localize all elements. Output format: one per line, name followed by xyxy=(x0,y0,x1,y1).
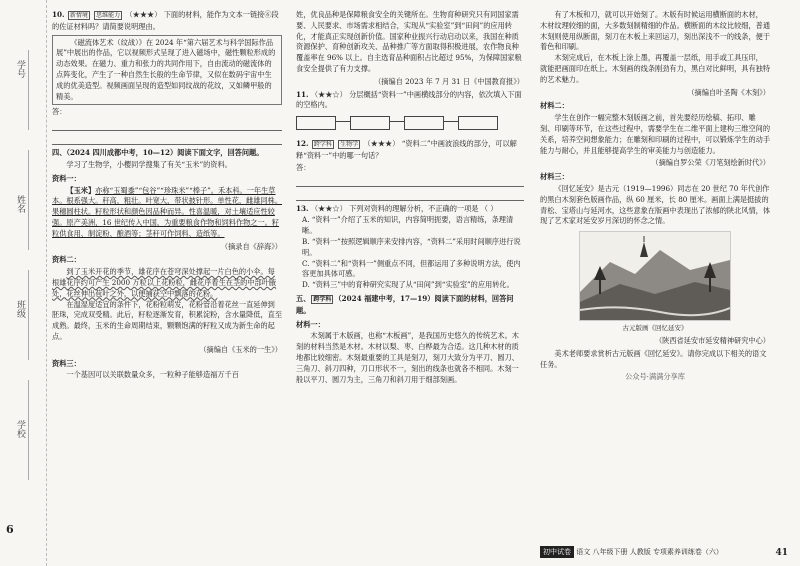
image-source: （陕西省延安市延安精神研究中心） xyxy=(654,335,770,345)
material-3-text: 一个基因可以关联数量众多，一粒种子能够造福万千百 xyxy=(66,370,239,380)
option-a[interactable]: A. “资料一”介绍了玉米的知识，内容简明扼要，语言精练，条理清晰。 xyxy=(302,215,514,236)
flow-box[interactable] xyxy=(404,116,444,130)
student-id-line xyxy=(28,50,29,130)
class-line xyxy=(28,270,29,360)
material-1-continued-2: 木刻完成后，在木板上涂上墨，再覆盖一层纸，用手或工具压印，就能把画面印在纸上。木刻画的线条刚劲有力，黑白对比鲜明，具有独特的艺术魅力。 xyxy=(540,53,771,84)
footer-subject: 语文 xyxy=(576,548,591,556)
name-line xyxy=(28,150,29,250)
answer-line[interactable] xyxy=(296,190,524,201)
section-4-title: 四、（2024 四川成都中考，10—12）阅读下面文字，回答问题。 xyxy=(52,148,264,158)
material-2-text: 学生在创作一幅完整木刻版画之前，首先要经历绘稿、拓印、雕刻、印刷等环节，在这些过程中，需要学生在二维平面上建构三维空间的关系，培养空间想象能力；在雕刻和印刷的过程中，可以锻炼学生的动手能力与耐心，并且能够提高学生的审美能力与创造能力。 xyxy=(540,113,771,155)
difficulty-stars: （★★☆） xyxy=(310,203,347,213)
material-1-source: （摘编自叶圣陶《木刻》） xyxy=(687,87,770,97)
question-tag: 跨学科 xyxy=(313,141,332,149)
section-5-material-1-text: 木刻属于木版画，也称“木板画”，是我国历史悠久的传统艺术。木刻的材料当然是木材。木材以梨、枣、白桦最为合适。这几种木材的质地都比较细密。木刻最重要的工具是刻刀，刻刀大致分为平刀、圆刀、三角刀、斜刀四种，刀口形状不一，刻出的线条也就各不相同。木刻一般以平刀、圆刀为主，三角刀和斜刀用于细部刻画。 xyxy=(296,331,519,384)
flow-connector xyxy=(390,121,404,122)
answer-label: 答： xyxy=(296,162,311,172)
watermark-text: 公众号·满满分享库 xyxy=(625,372,685,382)
material-2-source: （摘编自《玉米的一生》） xyxy=(199,344,282,354)
question-11: 11. （★★☆） 分层概括“资料一”中画横线部分的内容，依次填入下面的空格内。 xyxy=(296,89,522,110)
name-label: 姓名 xyxy=(15,195,25,213)
woodcut-artwork-image xyxy=(579,231,731,321)
question-text: 分层概括“资料一”中画横线部分的内容，依次填入下面的空格内。 xyxy=(296,89,522,110)
question-13: 13. （★★☆） 下列对资料的理解分析，不正确的一项是 （ ） xyxy=(296,203,498,213)
material-3-continued: 姓，优良品种是保障粮食安全的关键所在。生物育种研究只有同国家需要、人民要求、市场需求相结合，实现从“实验室”到“田间”的应用转化，才能真正实现创新价值。国家种业振兴行动启动以来，我国在种质资源保护、育种创新攻关、品种推广等方面取得积极进展，农作物良种覆盖率在 96% 以上。自主选育品种面积占比超过 95%，为保障国家粮食安全提供了有力支撑。 xyxy=(296,10,522,73)
column-3 xyxy=(540,10,770,385)
woodcut-illustration xyxy=(580,232,730,320)
option-d[interactable]: D. “资料三”中的育种研究实现了从“田间”到“实验室”的应用转化。 xyxy=(302,280,514,290)
fill-in-flowchart xyxy=(296,114,524,136)
page-mark: 6 xyxy=(6,523,14,536)
image-caption: 古元版画《回忆延安》 xyxy=(622,324,688,333)
flow-box[interactable] xyxy=(350,116,390,130)
question-text: 下列对资料的理解分析，不正确的一项是 xyxy=(349,203,479,213)
question-tag: 思维能力 xyxy=(96,12,121,19)
option-c[interactable]: C. “资料二”和“资料一”侧重点不同，但都运用了多种说明方法，使内容更加具体可感。 xyxy=(302,258,521,279)
material-3-source: （摘编自 2023 年 7 月 31 日《中国教育报》） xyxy=(374,76,524,86)
material-1-continued: 有了木板和刀，就可以开始刻了。木版有时候运用横断面的木材，木材纹理较细的面，大多数刻制精细的作品。横断面的木纹比较细，普通木刻则使用纵断面，刻刀在木板上来回运刀，刻出深浅不一的线条，便于着色和印刷。 xyxy=(540,10,771,52)
class-label: 班级 xyxy=(15,300,25,318)
answer-line[interactable] xyxy=(296,176,524,187)
footer-series: 初中试卷 xyxy=(540,546,574,558)
question-tag: 生物学 xyxy=(340,141,359,149)
section-4-intro: 学习了生物学，小樱同学搜集了有关“玉米”的资料。 xyxy=(66,159,232,169)
material-3-label: 资料三： xyxy=(52,358,81,368)
option-b[interactable]: B. “资料一”按照逻辑顺序来安排内容，“资料二”采用时间顺序进行说明。 xyxy=(302,236,521,257)
material-3-label: 材料三： xyxy=(540,172,569,182)
material-1-source: （摘录自《辞海》） xyxy=(220,241,282,251)
difficulty-stars: （★★☆） xyxy=(310,89,347,99)
footer-grade: 八年级下册 xyxy=(592,548,628,556)
flow-connector xyxy=(336,121,350,122)
flow-box[interactable] xyxy=(458,116,498,130)
section-5-material-1-label: 材料一： xyxy=(296,319,325,329)
school-label: 学校 xyxy=(15,420,25,438)
question-text: 下面的材料，能作为文本一链接⑥段的佐证材料吗？请简要说明理由。 xyxy=(52,10,279,31)
material-2-text-2: 在温湿度适宜的条件下，花粉粒萌发，花粉管沿着花丝一直延伸到胚珠，完成双受精。此后，籽粒逐渐发育，积累淀粉，含水量降低，直至成熟。最终，玉米的生命周期结束，颗颗饱满的籽粒又成为新生命的起点。 xyxy=(52,299,283,341)
difficulty-stars: （★★★） xyxy=(363,139,400,149)
page-number: 41 xyxy=(775,548,788,558)
answer-line[interactable] xyxy=(52,120,282,131)
footer-edition: 人教版 xyxy=(629,548,651,556)
column-1 xyxy=(52,10,282,381)
quoted-material: 《磁流体艺术（纹战）》在 2024 年“第六届艺术与科学国际作品展”中展出的作品，它以视频形式呈现了进入磁场中，磁性颗粒形成的动态效果。在磁力、重力和张力的共同作用下，自由流动的磁流体的点阵变化，产生了一种自然生长般的生命节律，又似在数码宇宙中生成的优美造型。视频画面呈现的造型如同纹战的花纹，又如鳞甲般的精美。 xyxy=(52,35,282,106)
section-5-title: 五、 跨学科 （2024 福建中考，17—19）阅读下面的材料，回答问题。 xyxy=(296,293,514,315)
material-1-text: 【玉米】亦称“玉蜀黍”“包谷”“珍珠米”“棒子”。禾本科。一年生草本。根系强大。秆高，粗壮。叶宽大，带状披针形。单性花，雌雄同株。果穗圆柱状。籽粒形状和颜色因品种而异。性喜温暖，对土壤适应性较强。原产美洲，16 世纪传入中国，为重要粮食作物和饲料作物之一。籽粒供食用、制淀粉、酿酒等；茎秆可作饲料、造纸等。 xyxy=(52,185,283,238)
page-footer xyxy=(540,546,780,560)
question-12: 12. 跨学科 生物学 （★★★） “资料二”中画波浪线的部分，可以解释“资料一”中的哪一句话？ xyxy=(296,139,517,160)
final-task-text: 美术老师要求赏析古元版画《回忆延安》。请你完成以下相关的语文任务。 xyxy=(540,348,767,369)
question-tag: 跨学科 xyxy=(313,295,332,303)
student-id-label: 学号 xyxy=(15,60,25,78)
material-2-source: （摘编自罗公荣《刀笔刻绘新时代》） xyxy=(651,158,770,168)
column-2 xyxy=(296,10,524,385)
flow-box[interactable] xyxy=(296,116,336,130)
answer-paren[interactable]: （ ） xyxy=(480,203,498,213)
flow-connector xyxy=(444,121,458,122)
footer-title: 专项素养训练卷（六） xyxy=(652,548,723,556)
material-2-label: 材料二： xyxy=(540,101,569,111)
material-2-text-1: 到了玉米开花的季节，雄花序在苍穹深处撑起一片白色的小伞。每根雄花序约可产生 2000 万粒以上花粉粒，雌花序着生在茎的中部叶腋处，花丝伸出苞叶之外，以便捕获空中飘落的花粉。 xyxy=(52,267,277,298)
question-text: “资料二”中画波浪线的部分，可以解释“资料一”中的哪一句话？ xyxy=(296,139,517,160)
material-1-label: 资料一： xyxy=(52,173,81,183)
question-10: 10. 新情境 思维能力 （★★★） 下面的材料，能作为文本一链接⑥段的佐证材料吗？请简要说明理由。 xyxy=(52,10,279,31)
material-3-text: 《回忆延安》是古元（1919—1996）同志在 20 世纪 70 年代创作的黑白木刻套色版画作品，纵 60 厘米，长 80 厘米。画面上满是挺拔的青松、宝塔山与延河水，这些意象在版画中表现出了浓郁的陕北风情，体现了艺术家对延安岁月深切的怀念之情。 xyxy=(540,183,771,226)
question-tag: 新情境 xyxy=(69,12,88,19)
school-line xyxy=(28,380,29,480)
binding-margin xyxy=(0,0,47,566)
difficulty-stars: （★★★） xyxy=(125,10,162,19)
material-2-label: 资料二： xyxy=(52,255,81,265)
answer-line[interactable] xyxy=(52,134,282,145)
answer-label: 答： xyxy=(52,107,67,117)
